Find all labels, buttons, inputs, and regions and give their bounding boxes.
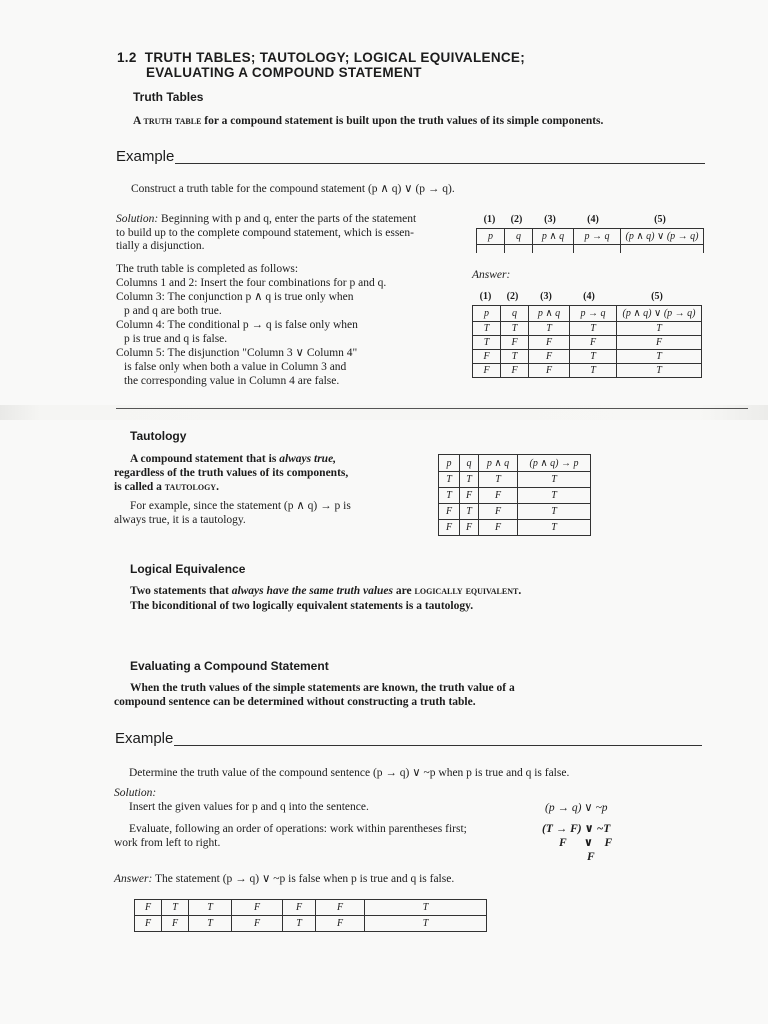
example1-step: the corresponding value in Column 4 are false. [124, 375, 340, 387]
eval-line1: (T → F) ∨ ~T [542, 823, 611, 835]
example1-rule [175, 163, 705, 164]
header-cell: p → q [570, 306, 617, 322]
col-number: (1) [483, 214, 496, 225]
evaluating-line2: compound sentence can be determined without constructing a truth table. [114, 696, 476, 708]
tautology-def-line2: regardless of the truth values of its components, [114, 467, 349, 479]
equivalence-line1 [130, 584, 521, 598]
table-cell: T [365, 900, 487, 916]
example2-rule [174, 745, 702, 746]
header-cell: (p ∧ q) ∨ (p → q) [617, 306, 702, 322]
header-cell: q [501, 306, 529, 322]
header-cell: p [473, 306, 501, 322]
example1-answer-label: Answer: [472, 269, 511, 281]
truth-tables-intro [133, 114, 603, 128]
table-cell: F [473, 364, 501, 378]
example1-step: Column 5: The disjunction "Column 3 ∨ Column 4" [116, 347, 358, 359]
def-term: tautology. [164, 481, 219, 493]
table-row [439, 472, 591, 488]
table-cell: F [232, 900, 283, 916]
table-cell: F [501, 336, 529, 350]
example1-step: p is true and q is false. [124, 333, 228, 345]
tautology-table [438, 454, 591, 536]
truth-tables-heading: Truth Tables [133, 90, 204, 104]
example2-step1-expression: (p → q) ∨ ~p [545, 802, 608, 814]
evaluating-line1: When the truth values of the simple statements are known, the truth value of a [130, 682, 515, 694]
header-cell: p [439, 455, 460, 472]
intro-text-a: A [133, 115, 141, 127]
eval-line3: F [587, 851, 595, 863]
example1-answer-table [472, 305, 702, 378]
table-row [135, 916, 487, 932]
table-row [439, 488, 591, 504]
table-row [135, 900, 487, 916]
example2-step1: Insert the given values for p and q into the sentence. [129, 801, 369, 813]
table-cell: F [479, 504, 518, 520]
solution-text: Beginning with p and q, enter the parts of the statement [161, 213, 417, 225]
intro-term: truth table [143, 115, 202, 127]
example2-solution-label: Solution: [114, 787, 157, 799]
table-cell: T [162, 900, 189, 916]
table-cell: T [439, 472, 460, 488]
equiv-text: are [395, 585, 412, 597]
table-cell: T [189, 916, 232, 932]
col-number: (3) [544, 214, 556, 225]
table-cell: T [473, 322, 501, 336]
table-cell: F [617, 336, 702, 350]
col-number: (1) [479, 291, 492, 302]
table-cell: T [570, 350, 617, 364]
table-cell: F [570, 336, 617, 350]
table-cell: T [479, 472, 518, 488]
equiv-text: Two statements that [130, 585, 229, 597]
table-cell: T [189, 900, 232, 916]
example1-step: Column 3: The conjunction p ∧ q is true only when [116, 291, 354, 303]
table-cell: T [570, 322, 617, 336]
example1-step: Columns 1 and 2: Insert the four combinations for p and q. [116, 277, 387, 289]
header-cell: p ∧ q [533, 229, 574, 245]
section-title-line1: TRUTH TABLES; TAUTOLOGY; LOGICAL EQUIVALENCE; [144, 50, 526, 65]
answer-label: Answer: [114, 873, 153, 885]
example2-answer [114, 872, 454, 886]
table-cell: F [460, 488, 479, 504]
table-cell: T [365, 916, 487, 932]
header-cell: p → q [574, 229, 621, 245]
table-row [439, 504, 591, 520]
evaluating-heading: Evaluating a Compound Statement [130, 659, 329, 673]
table-cell: F [460, 520, 479, 536]
tautology-example-line1: For example, since the statement (p ∧ q) → p is [130, 500, 351, 512]
solution-label: Solution: [116, 213, 159, 225]
table-cell: F [479, 520, 518, 536]
table-cell: T [518, 504, 591, 520]
table-cell: F [501, 364, 529, 378]
example1-step: Column 4: The conditional p → q is false only when [116, 319, 358, 331]
table-cell: T [501, 350, 529, 364]
table-cell: T [473, 336, 501, 350]
example1-step: The truth table is completed as follows: [116, 263, 299, 275]
example1-step: is false only when both a value in Column 3 and [124, 361, 347, 373]
col-number: (2) [510, 214, 523, 225]
col-number: (2) [506, 291, 519, 302]
tautology-example-line2: always true, it is a tautology. [114, 514, 246, 526]
table-cell: F [473, 350, 501, 364]
example2-label: Example [115, 730, 174, 747]
table-cell: T [518, 488, 591, 504]
table-cell: F [232, 916, 283, 932]
example2-step2-line1: Evaluate, following an order of operations: work within parentheses first; [129, 823, 467, 835]
table-cell: T [617, 350, 702, 364]
table-cell: T [501, 322, 529, 336]
section-number: 1.2 [117, 50, 137, 65]
eval-line2: F ∨ F [559, 837, 613, 849]
table-cell: F [316, 916, 365, 932]
example1-solution-line1 [116, 212, 416, 226]
header-cell: q [460, 455, 479, 472]
table-cell: F [135, 900, 162, 916]
col-number: (4) [583, 291, 595, 302]
table-cell: T [460, 504, 479, 520]
table-cell: F [316, 900, 365, 916]
equiv-term: logically equivalent. [414, 585, 522, 597]
table-row [473, 336, 702, 350]
equivalence-heading: Logical Equivalence [130, 562, 246, 576]
tautology-heading: Tautology [130, 429, 187, 443]
example2-step2-line2: work from left to right. [114, 837, 221, 849]
col-number: (5) [651, 291, 663, 302]
table-cell: F [439, 504, 460, 520]
table-cell: T [617, 322, 702, 336]
table-cell: T [460, 472, 479, 488]
table-cell: T [570, 364, 617, 378]
table-cell: F [135, 916, 162, 932]
table-cell: F [529, 364, 570, 378]
answer-text: The statement (p → q) ∨ ~p is false when p is true and q is false. [155, 873, 455, 885]
section-title-line2: EVALUATING A COMPOUND STATEMENT [146, 65, 422, 80]
example1-label: Example [116, 148, 175, 165]
table-cell: F [479, 488, 518, 504]
table-row [473, 350, 702, 364]
header-cell: p [477, 229, 505, 245]
table-row [473, 322, 702, 336]
table-cell: T [617, 364, 702, 378]
example1-solution-line3: tially a disjunction. [116, 240, 205, 252]
header-cell: p ∧ q [479, 455, 518, 472]
header-cell: q [505, 229, 533, 245]
table-cell: T [518, 472, 591, 488]
header-cell: p ∧ q [529, 306, 570, 322]
table-cell: F [529, 350, 570, 364]
table-cell: F [529, 336, 570, 350]
table-cell: T [529, 322, 570, 336]
def-emphasis: always true, [279, 453, 337, 465]
col-number: (3) [540, 291, 552, 302]
tautology-def-line3 [114, 480, 219, 494]
def-text: A compound statement that is [130, 453, 277, 465]
table-cell: F [162, 916, 189, 932]
table-row [439, 520, 591, 536]
example1-prompt: Construct a truth table for the compound statement (p ∧ q) ∨ (p → q). [131, 183, 455, 195]
bottom-table [134, 899, 487, 932]
example2-prompt: Determine the truth value of the compound sentence (p → q) ∨ ~p when p is true and q is false. [129, 767, 570, 779]
table-cell: T [518, 520, 591, 536]
table-row [473, 364, 702, 378]
intro-text-b: for a compound statement is built upon the truth values of its simple components. [204, 115, 604, 127]
equivalence-line2: The biconditional of two logically equivalent statements is a tautology. [130, 600, 474, 612]
example1-solution-line2: to build up to the complete compound statement, which is essen- [116, 227, 414, 239]
table-cell: F [283, 900, 316, 916]
col-number: (4) [587, 214, 599, 225]
table-cell: F [439, 520, 460, 536]
example1-step: p and q are both true. [124, 305, 222, 317]
col-number: (5) [654, 214, 666, 225]
table-cell: T [283, 916, 316, 932]
lower-page-region [0, 420, 768, 1024]
header-cell: (p ∧ q) ∨ (p → q) [621, 229, 704, 245]
def-text: is called a [114, 481, 162, 493]
equiv-emphasis: always have the same truth values [231, 585, 394, 597]
header-cell: (p ∧ q) → p [518, 455, 591, 472]
section-divider [116, 408, 748, 409]
tautology-def-line1 [130, 452, 336, 466]
example1-header-table [476, 228, 704, 253]
table-cell: T [439, 488, 460, 504]
